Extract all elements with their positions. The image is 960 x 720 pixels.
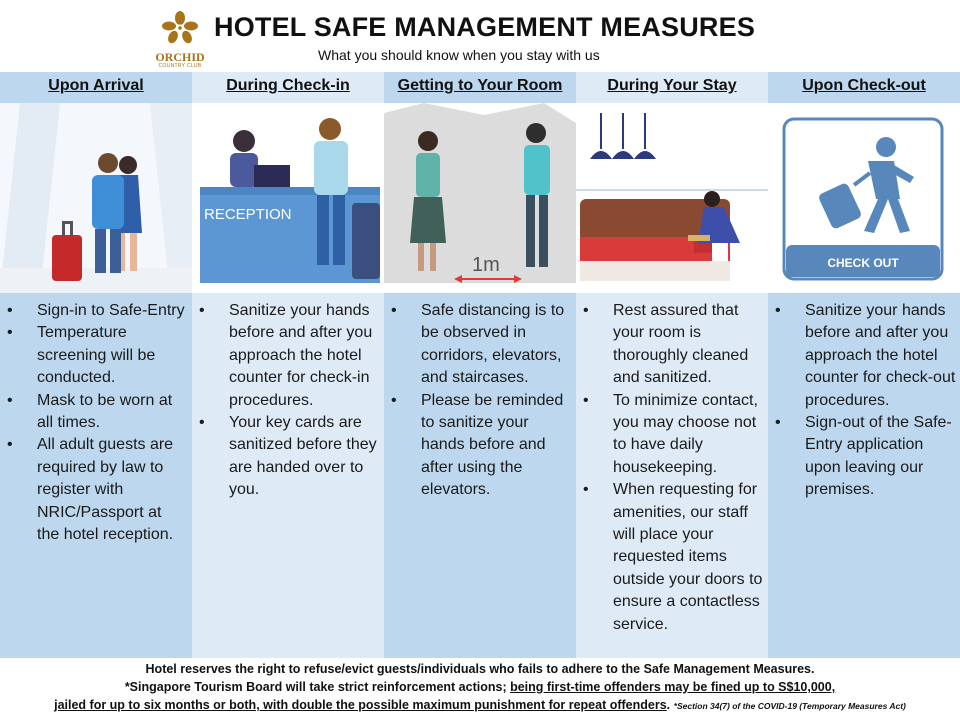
column-upon-check-out: [768, 72, 960, 658]
column-heading: Upon Check-out: [768, 72, 960, 103]
column-heading: Getting to Your Room: [384, 72, 576, 103]
list-item: • Sanitize your hands before and after you approach the hotel counter for check-out procedures.: [805, 300, 956, 412]
column-body: [0, 293, 192, 658]
list-item: • Sign-out of the Safe-Entry application upon leaving our premises.: [805, 412, 956, 502]
list-item: • Please be reminded to sanitize your hands before and after using the elevators.: [421, 390, 572, 502]
measures-columns: [0, 72, 960, 658]
check-in-illustration: [192, 103, 384, 293]
column-during-check-in: [192, 72, 384, 658]
footer-disclaimer: [0, 660, 960, 720]
list-item: • Mask to be worn at all times.: [37, 390, 188, 435]
column-upon-arrival: [0, 72, 192, 658]
stay-list: [576, 293, 768, 636]
list-item: • Rest assured that your room is thoroughly cleaned and sanitized.: [613, 300, 764, 390]
distancing-illustration: [384, 103, 576, 293]
reception-sign: RECEPTION: [204, 206, 292, 223]
distance-label: 1m: [472, 254, 500, 276]
list-item: • Temperature screening will be conducted.: [37, 322, 188, 389]
housekeeping-illustration: [576, 103, 768, 293]
check-in-list: [192, 293, 384, 502]
check-out-list: [768, 293, 960, 502]
arrival-illustration: [0, 103, 192, 293]
logo-subtitle: COUNTRY CLUB: [158, 63, 202, 69]
orchid-logo: [148, 10, 212, 70]
check-out-illustration: [768, 103, 960, 293]
logo-brand: ORCHID: [155, 50, 205, 64]
column-during-your-stay: [576, 72, 768, 658]
column-getting-to-your-room: [384, 72, 576, 658]
list-item: • When requesting for amenities, our staff will place your requested items outside your doors to ensure a contactless service.: [613, 479, 764, 636]
footer-line-2-text: *Singapore Tourism Board will take strict reinforcement actions;: [124, 680, 511, 694]
column-heading: Upon Arrival: [0, 72, 192, 103]
column-body: [192, 293, 384, 658]
footer-section-note: *Section 34(7) of the COVID-19 (Temporary Measures Act): [673, 701, 906, 711]
orchid-flower-icon: [160, 10, 200, 48]
list-item: • To minimize contact, you may choose not to have daily housekeeping.: [613, 390, 764, 480]
column-heading: During Check-in: [192, 72, 384, 103]
list-item: • All adult guests are required by law to register with NRIC/Passport at the hotel reception.: [37, 434, 188, 546]
column-body: [384, 293, 576, 658]
footer-fine-text: being first-time offenders may be fined up to S$10,000,: [510, 680, 836, 694]
list-item: • Sanitize your hands before and after you approach the hotel counter for check-in procedures.: [229, 300, 380, 412]
page-subtitle: What you should know when you stay with us: [318, 47, 600, 63]
room-list: [384, 293, 576, 502]
column-body: [576, 293, 768, 658]
column-body: [768, 293, 960, 658]
footer-line-3: [0, 696, 960, 715]
page-title: HOTEL SAFE MANAGEMENT MEASURES: [214, 12, 756, 42]
footer-jail-text: jailed for up to six months or both, with double the possible maximum punishment for repeat offenders: [54, 698, 667, 712]
footer-line-1: Hotel reserves the right to refuse/evict guests/individuals who fails to adhere to the Safe Management Measures.: [145, 662, 815, 676]
arrival-list: [0, 293, 192, 546]
footer-line-2: [0, 678, 960, 696]
column-heading: During Your Stay: [576, 72, 768, 103]
list-item: • Safe distancing is to be observed in corridors, elevators, and staircases.: [421, 300, 572, 390]
header: [0, 0, 960, 72]
footer-line-3-period: .: [666, 698, 671, 712]
list-item: • Your key cards are sanitized before they are handed over to you.: [229, 412, 380, 502]
check-out-sign: CHECK OUT: [827, 256, 899, 270]
list-item: • Sign-in to Safe-Entry: [37, 300, 188, 322]
